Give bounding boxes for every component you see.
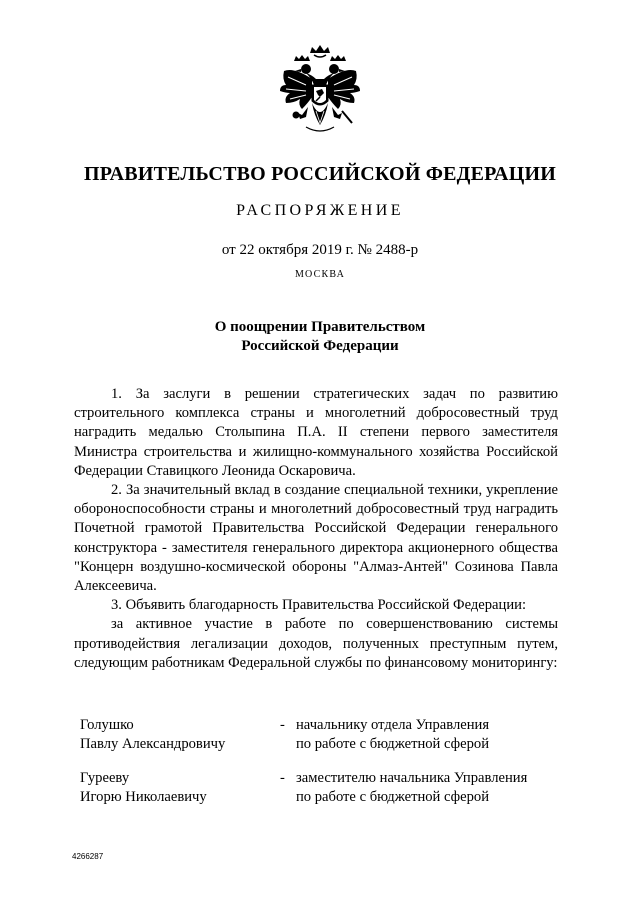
- coat-of-arms-icon: [276, 45, 364, 137]
- person-position: заместителю начальника Управления: [296, 770, 528, 786]
- paragraph-4: за активное участие в работе по совершенствованию системы противодействия легализации доходов, полученных преступным путем, следующим работникам Федеральной службы по финансовому мониторингу:: [74, 616, 558, 671]
- person-entry: [80, 716, 560, 754]
- separator-dash: -: [280, 770, 285, 786]
- paragraph-2: 2. За значительный вклад в создание специальной техники, укрепление обороноспособности страны и многолетний добросовестный труд наградить Почетной грамотой Правительства Российской Федерации генерального конструктора - заместителя генерального директора акционерного общества "Концерн воздушно-космической обороны "Алмаз-Антей" Созинова Павла Алексеевича.: [74, 482, 558, 595]
- person-position-cont: по работе с бюджетной сферой: [296, 789, 490, 806]
- city-name: МОСКВА: [294, 269, 346, 280]
- subject-line-2: Российской Федерации: [241, 338, 399, 354]
- person-position-cont: по работе с бюджетной сферой: [296, 736, 490, 753]
- date-and-number: от 22 октября 2019 г. № 2488-р: [221, 242, 419, 258]
- person-given-names: Павлу Александровичу: [80, 736, 226, 753]
- person-surname: Гурееву: [80, 770, 130, 786]
- separator-dash: -: [280, 717, 285, 733]
- person-given-names: Игорю Николаевичу: [80, 789, 207, 806]
- paragraph-1: 1. За заслуги в решении стратегических задач по развитию строительного комплекса страны и многолетний добросовестный труд наградить медалью Столыпина П.А. II степени первого заместителя Министра строительства и жилищно-коммунального хозяйства Российской Федерации Ставицкого Леонида Оскаровича.: [74, 386, 558, 479]
- subject-line-1: О поощрении Правительством: [214, 319, 426, 335]
- government-title: ПРАВИТЕЛЬСТВО РОССИЙСКОЙ ФЕДЕРАЦИИ: [84, 163, 556, 185]
- document-body: [74, 385, 558, 673]
- person-position: начальнику отдела Управления: [296, 717, 490, 733]
- person-entry: [80, 769, 560, 807]
- person-surname: Голушко: [80, 717, 134, 733]
- document-code: 4266287: [72, 852, 104, 861]
- document-type: РАСПОРЯЖЕНИЕ: [236, 202, 404, 219]
- document-subject: [0, 318, 640, 356]
- paragraph-3: 3. Объявить благодарность Правительства Российской Федерации:: [111, 597, 527, 614]
